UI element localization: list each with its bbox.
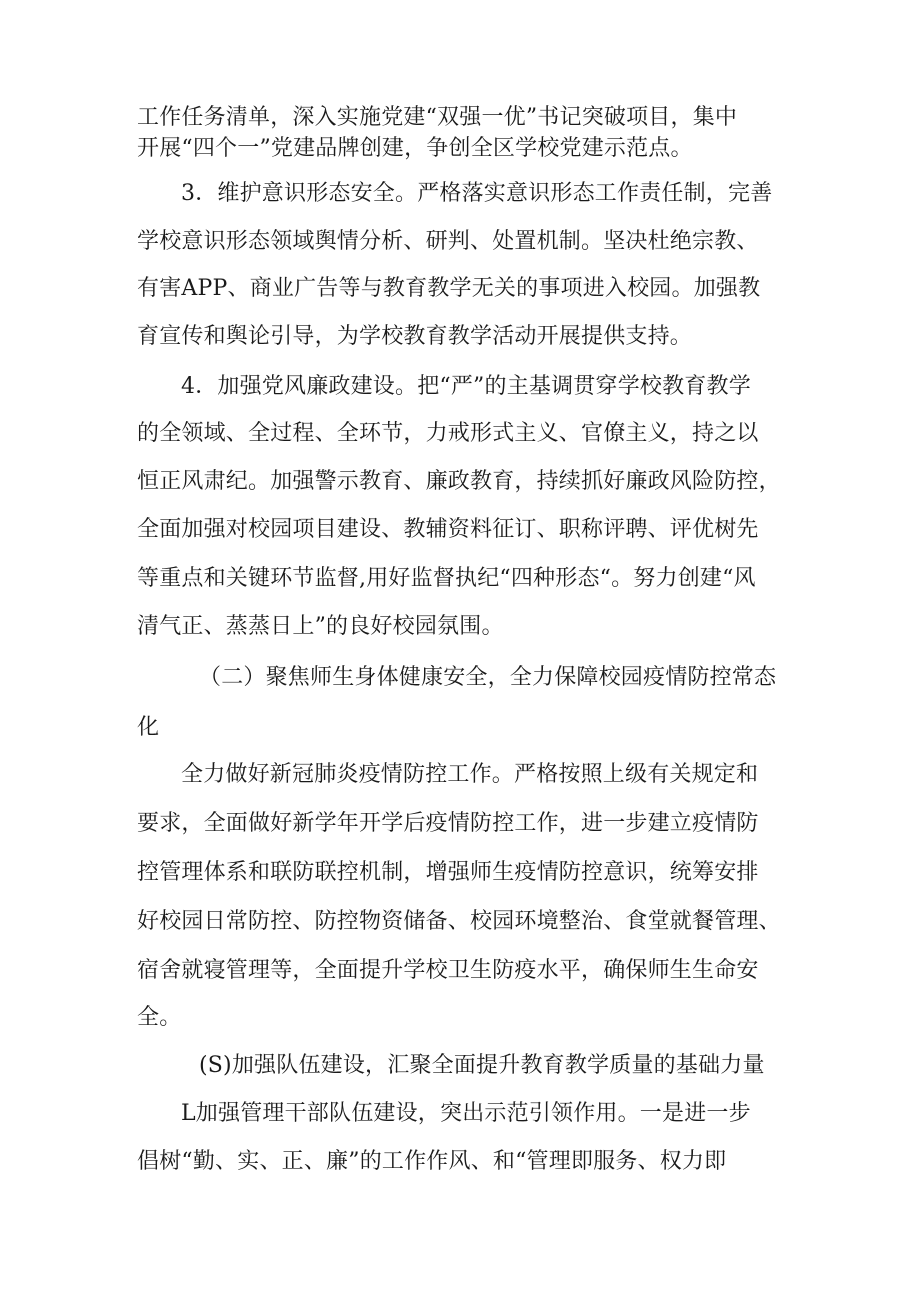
text-line: 全力做好新冠肺炎疫情防控工作。严格按照上级有关规定和	[181, 762, 759, 787]
text-line: 开展“四个一”党建品牌创建，争创全区学校党建示范点。	[137, 136, 693, 161]
text-line: 宿舍就寝管理等，全面提升学校卫生防疫水平，确保师生生命安	[137, 958, 759, 983]
text-line: 工作任务清单，深入实施党建“双强一优”书记突破项目，集中	[137, 105, 738, 130]
text-line: 要求，全面做好新学年开学后疫情防控工作，进一步建立疫情防	[137, 811, 759, 836]
text-line: 恒正风肃纪。加强警示教育、廉政教育，持续抓好廉政风险防控，	[137, 469, 781, 494]
text-line: 3．维护意识形态安全。严格落实意识形态工作责任制，完善	[181, 181, 773, 206]
section-heading: (S)加强队伍建设，汇聚全面提升教育教学质量的基础力量	[199, 1053, 765, 1078]
text-line: L加强管理干部队伍建设，突出示范引领作用。一是进一步	[181, 1101, 751, 1126]
text-line: 全面加强对校园项目建设、教辅资料征订、职称评聘、评优树先	[137, 517, 759, 542]
section-heading: （二）聚焦师生身体健康安全，全力保障校园疫情防控常态	[199, 665, 777, 690]
text-line: 倡树“勤、实、正、廉”的工作作风、和“管理即服务、权力即	[137, 1149, 727, 1174]
text-line: 学校意识形态领域舆情分析、研判、处置机制。坚决杜绝宗教、	[137, 229, 759, 254]
text-line: 4．加强党风廉政建设。把“严”的主基调贯穿学校教育教学	[181, 374, 751, 399]
text-line: 清气正、蒸蒸日上”的良好校园氛围。	[137, 614, 504, 639]
text-line: 全。	[137, 1005, 182, 1030]
text-line: 有害APP、商业广告等与教育教学无关的事项进入校园。加强教	[137, 276, 761, 301]
text-line: 等重点和关键环节监督,用好监督执纪“四种形态“。努力创建“风	[137, 566, 756, 591]
text-line: 育宣传和舆论引导，为学校教育教学活动开展提供支持。	[137, 324, 693, 349]
section-heading: 化	[137, 715, 160, 740]
text-line: 的全领域、全过程、全环节，力戒形式主义、官僚主义，持之以	[137, 421, 759, 446]
text-line: 好校园日常防控、防控物资储备、校园环境整治、食堂就餐管理、	[137, 909, 781, 934]
text-line: 控管理体系和联防联控机制，增强师生疫情防控意识，统筹安排	[137, 860, 759, 885]
